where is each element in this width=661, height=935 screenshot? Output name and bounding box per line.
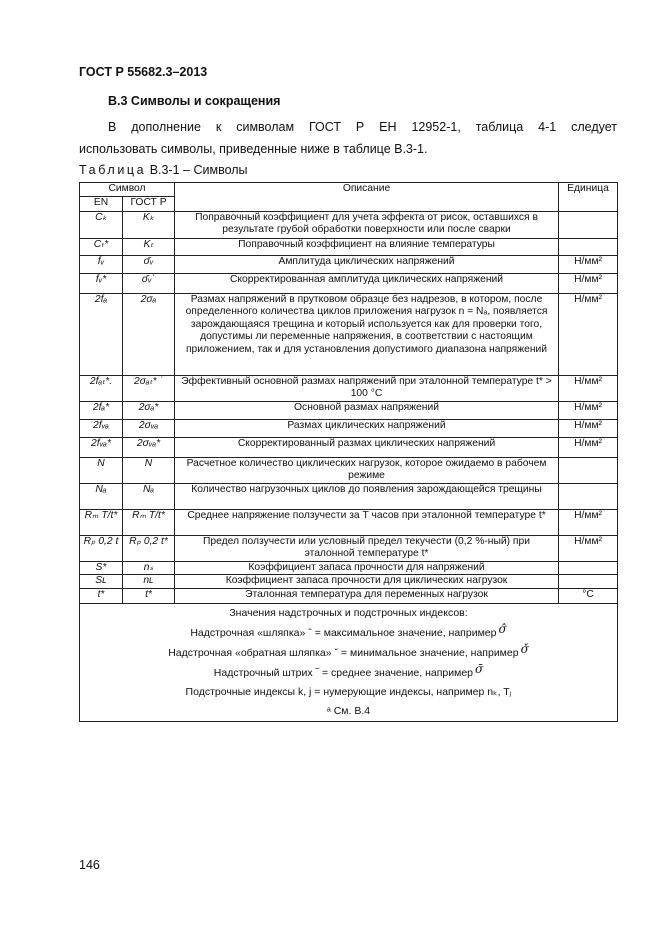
note-line [83, 623, 614, 643]
table-row [80, 239, 618, 256]
cell-gost: Rₚ 0,2 t* [123, 535, 175, 561]
cell-description: Эталонная температура для переменных нагрузок [175, 588, 559, 603]
cell-description: Поправочный коэффициент на влияние температуры [175, 239, 559, 256]
cell-unit: Н/мм² [559, 376, 618, 402]
table-caption-word: Таблица [79, 163, 147, 177]
cell-en: f̄ᵥ [80, 256, 123, 274]
note-line [83, 683, 614, 702]
note-text: Надстрочная «шляпка» ˆ = максимальное значение, например [190, 626, 497, 639]
table-row [80, 401, 618, 419]
cell-en: Sʟ [80, 575, 123, 588]
cell-gost: σ̄ᵥ` [123, 274, 175, 294]
symbols-table-body [80, 212, 618, 604]
table-row [80, 294, 618, 376]
cell-description: Предел ползучести или условный предел текучести (0,2 %-ный) при эталонной температуре t* [175, 535, 559, 561]
cell-description: Расчетное количество циклических нагрузок, которое ожидаемо в рабочем режиме [175, 457, 559, 483]
cell-description: Коэффициент запаса прочности для циклических нагрузок [175, 575, 559, 588]
cell-gost: nₛ [123, 561, 175, 574]
header-symbol: Символ [80, 183, 175, 197]
table-row [80, 274, 618, 294]
cell-en: Rₚ 0,2 t [80, 535, 123, 561]
note-line [83, 643, 614, 663]
document-header: ГОСТ Р 55682.3–2013 [79, 65, 208, 79]
cell-description: Амплитуда циклических напряжений [175, 256, 559, 274]
header-en: EN [80, 197, 123, 212]
cell-en: N [80, 457, 123, 483]
page-number: 146 [79, 858, 100, 872]
table-row [80, 588, 618, 603]
cell-en: t* [80, 588, 123, 603]
cell-description: Основной размах напряжений [175, 401, 559, 419]
cell-unit [559, 457, 618, 483]
cell-en: Cₖ [80, 212, 123, 239]
cell-description: Эффективный основной размах напряжений при эталонной температуре t* > 100 °C [175, 376, 559, 402]
cell-gost: 2σₐ* [123, 401, 175, 419]
cell-gost: Rₘ T/t* [123, 509, 175, 535]
cell-unit [559, 561, 618, 574]
cell-gost: nʟ [123, 575, 175, 588]
cell-unit: °C [559, 588, 618, 603]
cell-description: Скорректированный размах циклических напряжений [175, 437, 559, 457]
intro-paragraph [79, 116, 617, 160]
cell-description: Размах циклических напряжений [175, 419, 559, 437]
header-unit: Единица [559, 183, 618, 212]
cell-unit [559, 212, 618, 239]
notes-list [83, 604, 614, 721]
cell-en: Rₘ T/t* [80, 509, 123, 535]
table-row [80, 483, 618, 509]
note-text: Подстрочные индексы k, j = нумерующие индексы, например nₖ, Tⱼ [185, 685, 512, 698]
cell-en: 2fₐₜ*. [80, 376, 123, 402]
header-description: Описание [175, 183, 559, 212]
cell-unit: Н/мм² [559, 437, 618, 457]
cell-description: Скорректированная амплитуда циклических напряжений [175, 274, 559, 294]
cell-unit: Н/мм² [559, 256, 618, 274]
index-notes [80, 603, 618, 721]
note-example-symbol: σ̂ [498, 621, 507, 636]
cell-unit: Н/мм² [559, 419, 618, 437]
cell-en: S* [80, 561, 123, 574]
cell-unit: Н/мм² [559, 535, 618, 561]
cell-unit [559, 575, 618, 588]
cell-gost: σ̄ᵥ [123, 256, 175, 274]
note-text: Надстрочный штрих ‾ = среднее значение, например [213, 666, 474, 679]
intro-line-1: В дополнение к символам ГОСТ Р ЕН 12952-1, таблица 4-1 следует [108, 120, 617, 134]
cell-unit [559, 239, 618, 256]
cell-gost: 2σₐ [123, 294, 175, 376]
cell-unit: Н/мм² [559, 401, 618, 419]
cell-gost: Nₐ [123, 483, 175, 509]
cell-gost: 2σᵥₐ [123, 419, 175, 437]
cell-gost: Kₖ [123, 212, 175, 239]
cell-gost: N [123, 457, 175, 483]
cell-en: 2fₐ* [80, 401, 123, 419]
cell-en: Cₜ* [80, 239, 123, 256]
section-title: В.3 Символы и сокращения [108, 94, 281, 108]
cell-en: 2fₐ [80, 294, 123, 376]
table-row [80, 256, 618, 274]
cell-en: Nₐ [80, 483, 123, 509]
cell-description: Поправочный коэффициент для учета эффекта от рисок, оставшихся в результате грубой обработки поверхности или после сварки [175, 212, 559, 239]
note-text: Значения надстрочных и подстрочных индексов: [229, 606, 468, 619]
cell-unit: Н/мм² [559, 294, 618, 376]
cell-en: 2fᵥₐ* [80, 437, 123, 457]
note-text: Надстрочная «обратная шляпка» ˇ = минимальное значение, например [168, 646, 519, 659]
cell-description: Размах напряжений в прутковом образце без надрезов, в котором, после определенного количества циклов приложения нагрузок n = Nₐ, появляется зарождающаяся трещина и который используется как для проверки того, допустимы ли переменные напряжения, в соответствии с настоящим приложением, так и для установления допустимого диапазона напряжений [175, 294, 559, 376]
cell-description: Коэффициент запаса прочности для напряжений [175, 561, 559, 574]
note-example-symbol: σ̌ [520, 641, 529, 656]
table-row [80, 376, 618, 402]
table-row [80, 561, 618, 574]
cell-gost: 2σᵥₐ* [123, 437, 175, 457]
note-line [83, 604, 614, 623]
cell-en: f̄ᵥ* [80, 274, 123, 294]
note-example-symbol: σ̄ [475, 661, 484, 676]
table-row [80, 419, 618, 437]
table-row [80, 535, 618, 561]
cell-gost: Kₜ [123, 239, 175, 256]
intro-line-2: использовать символы, приведенные ниже в таблице В.3-1. [79, 142, 428, 156]
cell-description: Среднее напряжение ползучести за T часов при эталонной температуре t* [175, 509, 559, 535]
table-caption [79, 163, 248, 177]
note-line [83, 663, 614, 683]
cell-unit: Н/мм² [559, 274, 618, 294]
header-gost: ГОСТ Р [123, 197, 175, 212]
symbols-table [79, 182, 618, 722]
table-row [80, 575, 618, 588]
table-row [80, 212, 618, 239]
table-row [80, 509, 618, 535]
table-caption-rest: В.3-1 – Символы [146, 163, 248, 177]
note-text: ᵃ См. В.4 [326, 704, 371, 717]
cell-unit [559, 483, 618, 509]
cell-unit: Н/мм² [559, 509, 618, 535]
cell-en: 2fᵥₐ [80, 419, 123, 437]
table-row [80, 437, 618, 457]
table-row [80, 457, 618, 483]
cell-description: Количество нагрузочных циклов до появления зарождающейся трещины [175, 483, 559, 509]
cell-gost: 2σₐₜ* ˙ [123, 376, 175, 402]
cell-gost: t* [123, 588, 175, 603]
note-line [83, 702, 614, 721]
